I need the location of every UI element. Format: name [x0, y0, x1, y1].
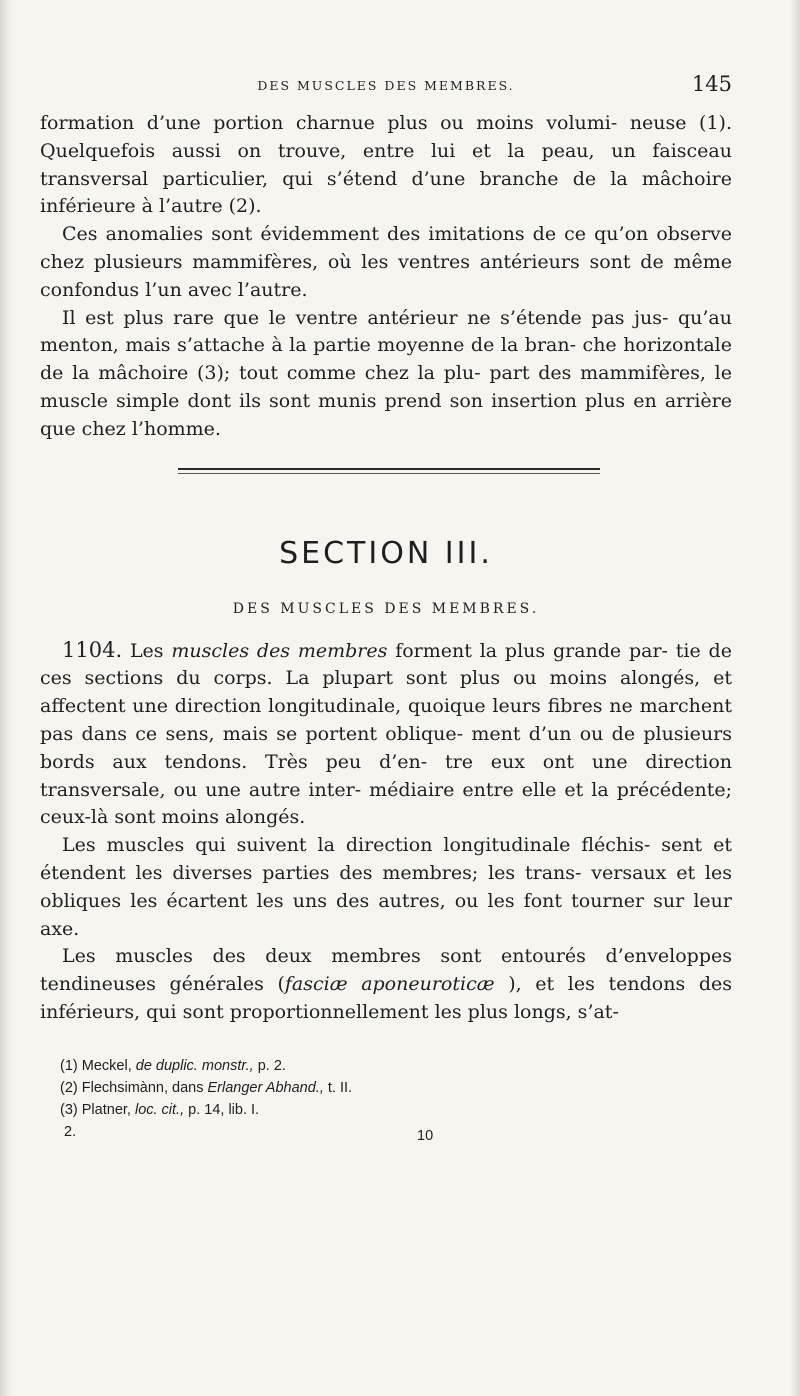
paragraph-number: 1104. [62, 637, 123, 662]
paragraph-text: Les muscles des deux membres sont entourés d’enveloppes tendineuses générales ( [40, 945, 732, 996]
footnote-mark: (1) [60, 1057, 78, 1074]
divider-thin-line [178, 473, 600, 474]
section-divider [178, 468, 600, 474]
page-edge-left [0, 0, 12, 1396]
footnote-reference: de duplic. monstr., [135, 1057, 254, 1074]
footnote-tail: t. II. [327, 1079, 353, 1096]
footnotes [40, 1055, 732, 1143]
paragraph-lead: Les [129, 639, 164, 662]
section-body [40, 637, 732, 1027]
page-number: 145 [691, 72, 732, 96]
signature-number: 10 [417, 1127, 434, 1144]
paragraph: formation d’une portion charnue plus ou moins volumi- neuse (1). Quelquefois aussi on trouve, entre lui et la peau, un faisceau transversal particulier, qui s’étend d’une branche de la mâchoire inférieure à l’autre (2). [40, 112, 732, 218]
divider-thick-line [178, 468, 600, 470]
italic-term: fasciæ aponeuroticæ [284, 973, 495, 996]
paragraph: Il est plus rare que le ventre antérieur ne s’étende pas jus- qu’au menton, mais s’attache à la partie moyenne de la bran- che horizontale de la mâchoire (3); tout comme chez la plu- part des mammifères, le muscle simple dont ils sont munis prend son insertion plus en arrière que chez l’homme. [40, 306, 732, 440]
footnote-author: Platner, [81, 1101, 131, 1118]
footnote [40, 1077, 732, 1099]
italic-term: muscles des membres [171, 639, 388, 662]
footnote-mark: (3) [60, 1101, 78, 1118]
footnote-mark: (2) [60, 1079, 78, 1096]
section-subtitle: DES MUSCLES DES MEMBRES. [232, 600, 540, 617]
footnote-reference: loc. cit., [134, 1101, 185, 1118]
page-edge-right [790, 0, 800, 1396]
signature-line [40, 1121, 732, 1143]
signature-mark: 2. [64, 1123, 77, 1140]
footnote-author: Flechsimànn, dans [81, 1079, 204, 1096]
footnote-author: Meckel, [81, 1057, 132, 1074]
page-header [40, 70, 732, 110]
section-title: SECTION III. [279, 535, 493, 571]
paragraph: Les muscles qui suivent la direction longitudinale fléchis- sent et étendent les diverses parties des membres; les trans- versaux et les obliques les écartent les uns des autres, ou les font tourner sur leur axe. [40, 834, 732, 940]
paragraph-text: ), et les tendons des inférieurs, qui sont proportionnellement les plus longs, s’at- [40, 973, 732, 1023]
footnote-reference: Erlanger Abhand., [207, 1079, 324, 1096]
footnote-tail: p. 2. [257, 1057, 286, 1074]
paragraph-text: forment la plus grande par- tie de ces sections du corps. La plupart sont plus ou moins alongés, et affectent une direction longitudinale, quoique leurs fibres ne marchent pas dans ce sens, mais se portent oblique- ment d’un ou de plusieurs bords aux tendons. Très peu d’en- tre eux ont une direction transversale, ou une autre inter- médiaire entre elle et la précédente; ceux-là sont moins alongés. [40, 639, 732, 829]
footnote [40, 1099, 732, 1121]
paragraph: Ces anomalies sont évidemment des imitations de ce qu’on observe chez plusieurs mammifères, où les ventres antérieurs sont de même confondus l’un avec l’autre. [40, 223, 732, 301]
footnote [40, 1055, 732, 1077]
running-title: DES MUSCLES DES MEMBRES. [257, 78, 515, 93]
paragraph-1104 [40, 637, 732, 833]
footnote-tail: p. 14, lib. I. [188, 1101, 260, 1118]
paragraph [40, 943, 732, 1026]
book-page [40, 70, 732, 1143]
